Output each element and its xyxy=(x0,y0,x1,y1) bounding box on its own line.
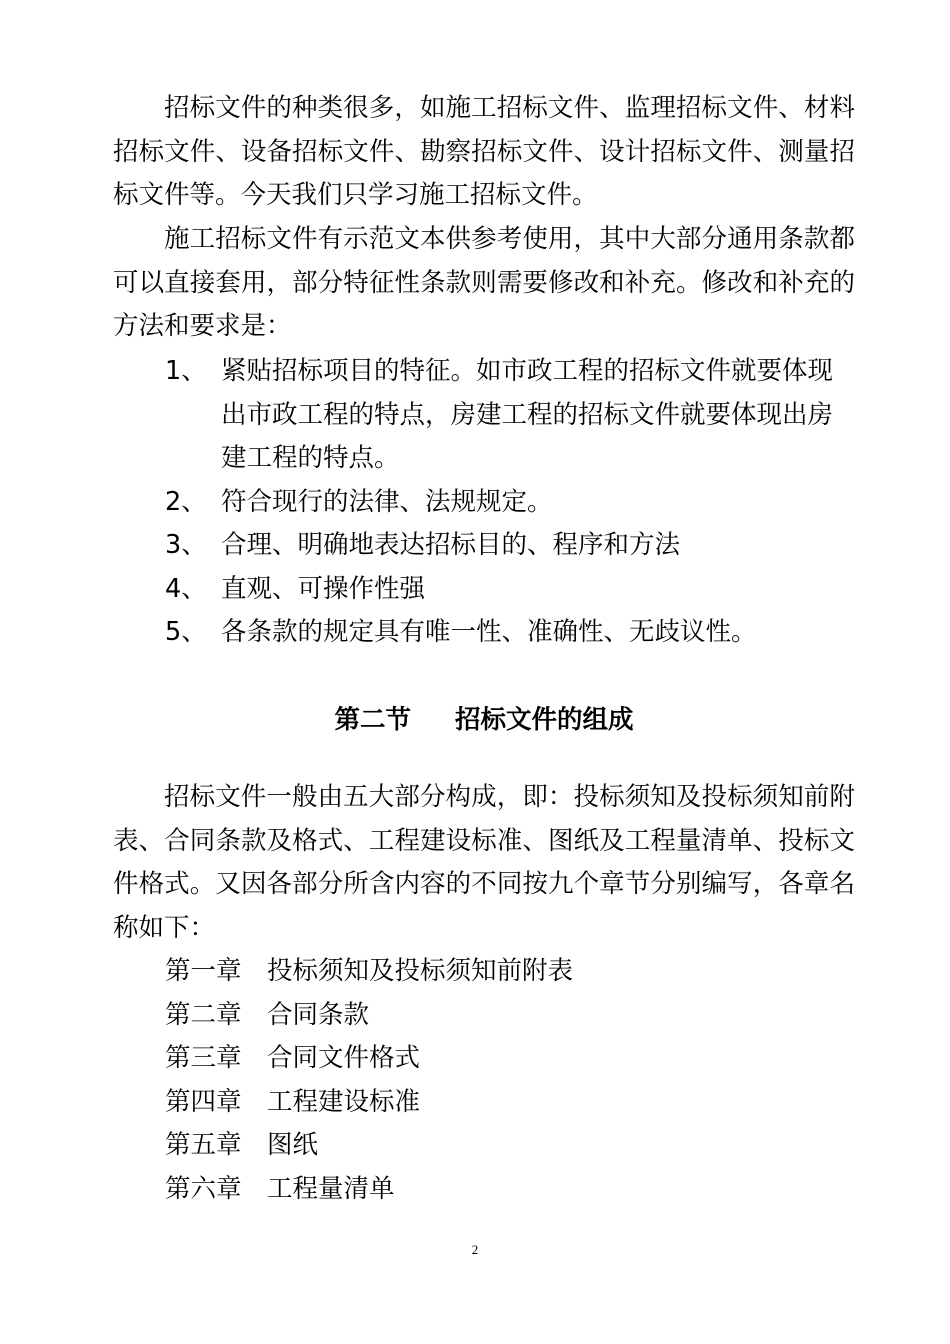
list-item-text: 合理、明确地表达招标目的、程序和方法 xyxy=(221,530,681,560)
chapter-item xyxy=(165,1124,573,1168)
list-item-number: 1、 xyxy=(165,356,207,386)
list-item-text: 符合现行的法律、法规规定。 xyxy=(221,486,553,517)
chapter-name: 合同文件格式 xyxy=(267,1043,421,1073)
chapter-name: 投标须知及投标须知前附表 xyxy=(267,956,574,986)
section-title: 招标文件的组成 xyxy=(455,705,634,735)
chapter-number: 第六章 xyxy=(165,1173,242,1204)
chapter-name: 合同条款 xyxy=(267,999,370,1030)
chapter-list xyxy=(165,950,573,1211)
chapter-name: 工程建设标准 xyxy=(267,1086,421,1117)
list-item xyxy=(113,524,855,568)
list-item-number: 5、 xyxy=(165,617,207,647)
composition-paragraph: 招标文件一般由五大部分构成，即：投标须知及投标须知前附表、合同条款及格式、工程建设标准、图纸及工程量清单、投标文件格式。又因各部分所含内容的不同按九个章节分别编写，各章名称如下： xyxy=(113,782,855,943)
chapter-number: 第四章 xyxy=(165,1086,242,1117)
chapter-number: 第一章 xyxy=(165,956,242,986)
list-item xyxy=(113,611,855,655)
chapter-name: 工程量清单 xyxy=(267,1173,395,1204)
list-item-text: 紧贴招标项目的特征。如市政工程的招标文件就要体现出市政工程的特点，房建工程的招标文件就要体现出房建工程的特点。 xyxy=(221,356,834,473)
list-item xyxy=(113,481,855,525)
list-item xyxy=(113,350,855,481)
page-number: 2 xyxy=(471,1242,479,1257)
intro-paragraph-types: 招标文件的种类很多，如施工招标文件、监理招标文件、材料招标文件、设备招标文件、勘察招标文件、设计招标文件、测量招标文件等。今天我们只学习施工招标文件。 xyxy=(113,93,855,210)
requirements-list xyxy=(113,350,855,655)
chapter-item xyxy=(165,950,573,994)
list-item-text: 直观、可操作性强 xyxy=(221,573,426,604)
section-heading xyxy=(113,698,855,742)
chapter-item xyxy=(165,994,573,1038)
chapter-item xyxy=(165,1037,573,1081)
chapter-number: 第三章 xyxy=(165,1043,242,1073)
list-item-number: 2、 xyxy=(165,486,207,517)
list-item-number: 3、 xyxy=(165,530,207,560)
list-item xyxy=(113,568,855,612)
chapter-number: 第五章 xyxy=(165,1130,242,1160)
list-item-text: 各条款的规定具有唯一性、准确性、无歧议性。 xyxy=(221,617,757,647)
chapter-item xyxy=(165,1081,573,1125)
section-number: 第二节 xyxy=(334,705,411,735)
chapter-item xyxy=(165,1168,573,1212)
chapter-number: 第二章 xyxy=(165,999,242,1030)
list-item-number: 4、 xyxy=(165,573,207,604)
chapter-name: 图纸 xyxy=(267,1130,319,1160)
intro-paragraph-methods: 施工招标文件有示范文本供参考使用，其中大部分通用条款都可以直接套用，部分特征性条款则需要修改和补充。修改和补充的方法和要求是： xyxy=(113,224,855,341)
